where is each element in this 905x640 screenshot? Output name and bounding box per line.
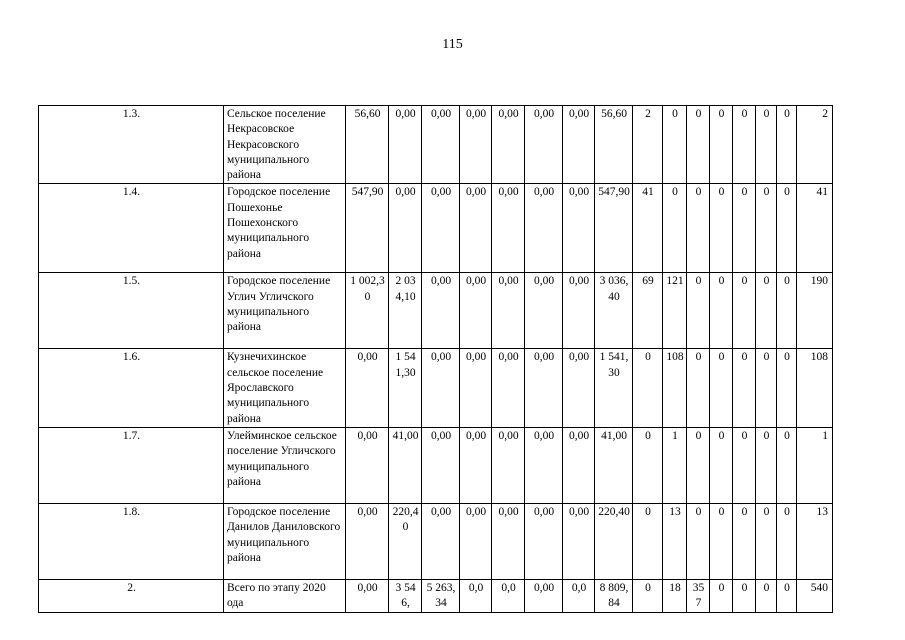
value-cell: 0 xyxy=(733,427,756,503)
value-cell: 0,0 xyxy=(563,579,595,612)
table-row xyxy=(39,503,833,579)
value-cell: 121 xyxy=(663,273,687,349)
row-number-cell: 1.5. xyxy=(39,273,224,349)
value-cell: 1 541,30 xyxy=(595,349,633,427)
value-cell: 0 xyxy=(777,106,797,184)
value-cell: 0,00 xyxy=(525,184,563,273)
value-cell: 0,00 xyxy=(492,184,525,273)
value-cell: 0 xyxy=(687,349,710,427)
value-cell: 0 xyxy=(663,184,687,273)
value-cell: 0 xyxy=(663,106,687,184)
value-cell: 0 xyxy=(633,427,663,503)
value-cell: 2 034,10 xyxy=(389,273,422,349)
settlement-name-cell: Всего по этапу 2020 ода xyxy=(224,579,346,612)
value-cell: 0 xyxy=(756,427,777,503)
value-cell: 0,00 xyxy=(346,503,389,579)
value-cell: 0,00 xyxy=(422,349,460,427)
value-cell: 0 xyxy=(710,503,733,579)
value-cell: 547,90 xyxy=(595,184,633,273)
value-cell: 1 002,30 xyxy=(346,273,389,349)
value-cell: 0,00 xyxy=(422,427,460,503)
value-cell: 0 xyxy=(777,427,797,503)
value-cell: 0 xyxy=(756,106,777,184)
value-cell: 0 xyxy=(710,184,733,273)
settlement-name-cell: Городское поселение Углич Угличского муниципального района xyxy=(224,273,346,349)
value-cell: 0,00 xyxy=(525,273,563,349)
value-cell: 0,00 xyxy=(563,503,595,579)
value-cell: 0,00 xyxy=(422,503,460,579)
table-row xyxy=(39,579,833,612)
value-cell: 0,00 xyxy=(525,349,563,427)
value-cell: 41 xyxy=(633,184,663,273)
value-cell: 0 xyxy=(756,579,777,612)
value-cell: 0,0 xyxy=(460,579,492,612)
value-cell: 41,00 xyxy=(389,427,422,503)
value-cell: 0 xyxy=(777,184,797,273)
value-cell: 0 xyxy=(733,184,756,273)
value-cell: 0 xyxy=(687,106,710,184)
value-cell: 0,00 xyxy=(492,503,525,579)
value-cell: 1 xyxy=(797,427,833,503)
value-cell: 0 xyxy=(710,273,733,349)
value-cell: 56,60 xyxy=(595,106,633,184)
value-cell: 0,00 xyxy=(389,106,422,184)
value-cell: 8 809,84 xyxy=(595,579,633,612)
value-cell: 0 xyxy=(733,503,756,579)
value-cell: 0,00 xyxy=(422,273,460,349)
value-cell: 1 541,30 xyxy=(389,349,422,427)
value-cell: 0 xyxy=(777,503,797,579)
row-number-cell: 1.6. xyxy=(39,349,224,427)
value-cell: 0,00 xyxy=(346,349,389,427)
value-cell: 108 xyxy=(663,349,687,427)
table-row xyxy=(39,106,833,184)
value-cell: 0,0 xyxy=(492,579,525,612)
value-cell: 5 263,34 xyxy=(422,579,460,612)
value-cell: 0,00 xyxy=(525,106,563,184)
value-cell: 18 xyxy=(663,579,687,612)
value-cell: 56,60 xyxy=(346,106,389,184)
table-row xyxy=(39,349,833,427)
value-cell: 41,00 xyxy=(595,427,633,503)
value-cell: 0,00 xyxy=(389,184,422,273)
value-cell: 190 xyxy=(797,273,833,349)
value-cell: 0,00 xyxy=(422,184,460,273)
settlement-name-cell: Улейминское сельское поселение Угличского муниципального района xyxy=(224,427,346,503)
value-cell: 0,00 xyxy=(563,349,595,427)
value-cell: 0 xyxy=(710,427,733,503)
value-cell: 0 xyxy=(710,579,733,612)
value-cell: 0 xyxy=(687,273,710,349)
settlement-name-cell: Городское поселение Пошехонье Пошехонского муниципального района xyxy=(224,184,346,273)
value-cell: 357 xyxy=(687,579,710,612)
value-cell: 0,00 xyxy=(563,427,595,503)
value-cell: 0,00 xyxy=(563,273,595,349)
value-cell: 13 xyxy=(663,503,687,579)
value-cell: 1 xyxy=(663,427,687,503)
value-cell: 0 xyxy=(687,427,710,503)
row-number-cell: 1.7. xyxy=(39,427,224,503)
table-row xyxy=(39,184,833,273)
value-cell: 0,00 xyxy=(422,106,460,184)
row-number-cell: 1.3. xyxy=(39,106,224,184)
value-cell: 0,00 xyxy=(492,349,525,427)
value-cell: 41 xyxy=(797,184,833,273)
row-number-cell: 2. xyxy=(39,579,224,612)
value-cell: 220,40 xyxy=(595,503,633,579)
value-cell: 0 xyxy=(756,273,777,349)
value-cell: 13 xyxy=(797,503,833,579)
value-cell: 3 036,40 xyxy=(595,273,633,349)
value-cell: 0,00 xyxy=(346,579,389,612)
value-cell: 0,00 xyxy=(346,427,389,503)
value-cell: 0,00 xyxy=(460,184,492,273)
value-cell: 0,00 xyxy=(525,427,563,503)
value-cell: 0 xyxy=(710,106,733,184)
value-cell: 0 xyxy=(756,503,777,579)
value-cell: 0 xyxy=(710,349,733,427)
settlement-name-cell: Городское поселение Данилов Даниловского муниципального района xyxy=(224,503,346,579)
table-row xyxy=(39,427,833,503)
row-number-cell: 1.4. xyxy=(39,184,224,273)
value-cell: 0 xyxy=(756,184,777,273)
value-cell: 69 xyxy=(633,273,663,349)
value-cell: 3 546, xyxy=(389,579,422,612)
value-cell: 0 xyxy=(756,349,777,427)
value-cell: 0,00 xyxy=(492,106,525,184)
value-cell: 0,00 xyxy=(563,106,595,184)
value-cell: 0 xyxy=(733,349,756,427)
value-cell: 0 xyxy=(733,106,756,184)
value-cell: 0,00 xyxy=(460,349,492,427)
value-cell: 0,00 xyxy=(525,503,563,579)
value-cell: 2 xyxy=(633,106,663,184)
value-cell: 0,00 xyxy=(460,106,492,184)
row-number-cell: 1.8. xyxy=(39,503,224,579)
value-cell: 220,40 xyxy=(389,503,422,579)
value-cell: 540 xyxy=(797,579,833,612)
value-cell: 547,90 xyxy=(346,184,389,273)
value-cell: 0,00 xyxy=(525,579,563,612)
value-cell: 0 xyxy=(687,503,710,579)
value-cell: 0 xyxy=(777,349,797,427)
value-cell: 0,00 xyxy=(563,184,595,273)
value-cell: 0 xyxy=(777,579,797,612)
settlement-name-cell: Сельское поселение Некрасовское Некрасовского муниципального района xyxy=(224,106,346,184)
value-cell: 0,00 xyxy=(492,427,525,503)
value-cell: 0 xyxy=(733,579,756,612)
value-cell: 0,00 xyxy=(460,273,492,349)
value-cell: 0 xyxy=(777,273,797,349)
value-cell: 0 xyxy=(633,349,663,427)
value-cell: 0 xyxy=(733,273,756,349)
value-cell: 108 xyxy=(797,349,833,427)
value-cell: 0 xyxy=(687,184,710,273)
value-cell: 0,00 xyxy=(492,273,525,349)
table-row xyxy=(39,273,833,349)
settlement-name-cell: Кузнечихинское сельское поселение Ярославского муниципального района xyxy=(224,349,346,427)
value-cell: 0 xyxy=(633,579,663,612)
value-cell: 2 xyxy=(797,106,833,184)
value-cell: 0,00 xyxy=(460,503,492,579)
page-number: 115 xyxy=(442,37,463,52)
value-cell: 0,00 xyxy=(460,427,492,503)
data-table xyxy=(38,105,833,613)
value-cell: 0 xyxy=(633,503,663,579)
